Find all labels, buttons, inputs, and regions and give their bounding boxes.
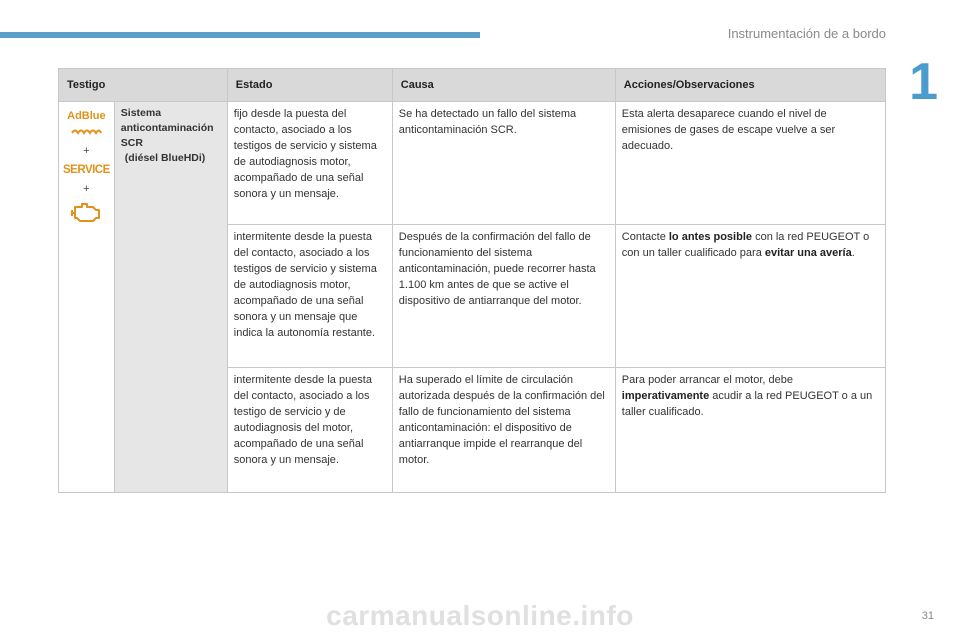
col-header-estado: Estado — [227, 69, 392, 102]
engine-warning-icon — [69, 200, 103, 224]
acciones-emphasis: imperativamente — [621, 390, 710, 402]
col-header-causa: Causa — [392, 69, 615, 102]
estado-cell: fijo desde la puesta del contacto, asociado a los testigos de servicio y sistema de autodiagnosis motor, acompañado de una señal sonora y un mensaje. — [227, 102, 392, 225]
table-header-row — [59, 69, 886, 102]
system-name-cell — [114, 102, 227, 493]
acciones-emphasis: lo antes posible — [668, 231, 753, 243]
chapter-number: 1 — [909, 53, 938, 111]
causa-cell: Ha superado el límite de circulación autorizada después de la confirmación del fallo de funcionamiento del sistema anticontaminación: el dispositivo de antiarranque impide el rearranque del motor. — [392, 368, 615, 493]
causa-cell: Se ha detectado un fallo del sistema anticontaminación SCR. — [392, 102, 615, 225]
acciones-text: Contacte — [621, 231, 669, 243]
section-title: Instrumentación de a bordo — [727, 26, 886, 41]
col-header-acciones: Acciones/Observaciones — [615, 69, 885, 102]
header-accent-bar — [0, 32, 480, 38]
adblue-label: AdBlue — [67, 110, 106, 122]
table-row — [59, 102, 886, 225]
acciones-cell — [615, 102, 885, 225]
warning-lights-table — [58, 68, 886, 493]
acciones-text: acudir a la red PEUGEOT o a un taller cualificado. — [621, 390, 873, 418]
watermark: carmanualsonline.info — [326, 600, 634, 631]
adblue-icon — [63, 108, 110, 140]
estado-cell: intermitente desde la puesta del contacto, asociado a los testigos de servicio y sistema de autodiagnosis motor, acompañado de una señal sonora y un mensaje que indica la autonomía restante. — [227, 225, 392, 368]
system-subtitle: (diésel BlueHDi) — [124, 152, 206, 164]
acciones-emphasis: evitar una avería — [764, 247, 852, 259]
adblue-wave-icon — [70, 127, 102, 135]
acciones-cell — [615, 225, 885, 368]
page-number: 31 — [921, 610, 934, 622]
acciones-text: . — [851, 247, 855, 259]
warning-icons-cell — [59, 102, 115, 493]
causa-cell: Después de la confirmación del fallo de funcionamiento del sistema anticontaminación, puede recorrer hasta 1.100 km antes de que se active el dispositivo de antiarranque del motor. — [392, 225, 615, 368]
system-name: Sistema anticontaminación SCR — [120, 107, 214, 149]
estado-cell: intermitente desde la puesta del contacto, asociado a los testigo de servicio y de autodiagnosis del motor, acompañado de una señal sonora y un mensaje. — [227, 368, 392, 493]
acciones-text: con la red PEUGEOT o con un taller cualificado para — [621, 231, 870, 259]
plus-sign: + — [83, 183, 90, 195]
plus-sign: + — [83, 145, 90, 157]
acciones-text: Para poder arrancar el motor, debe — [621, 374, 793, 386]
acciones-text: Esta alerta desaparece cuando el nivel de emisiones de gases de escape vuelve a ser adecuado. — [621, 108, 836, 152]
service-icon: SERVICE — [63, 164, 110, 176]
acciones-cell — [615, 368, 885, 493]
col-header-testigo: Testigo — [59, 69, 228, 102]
